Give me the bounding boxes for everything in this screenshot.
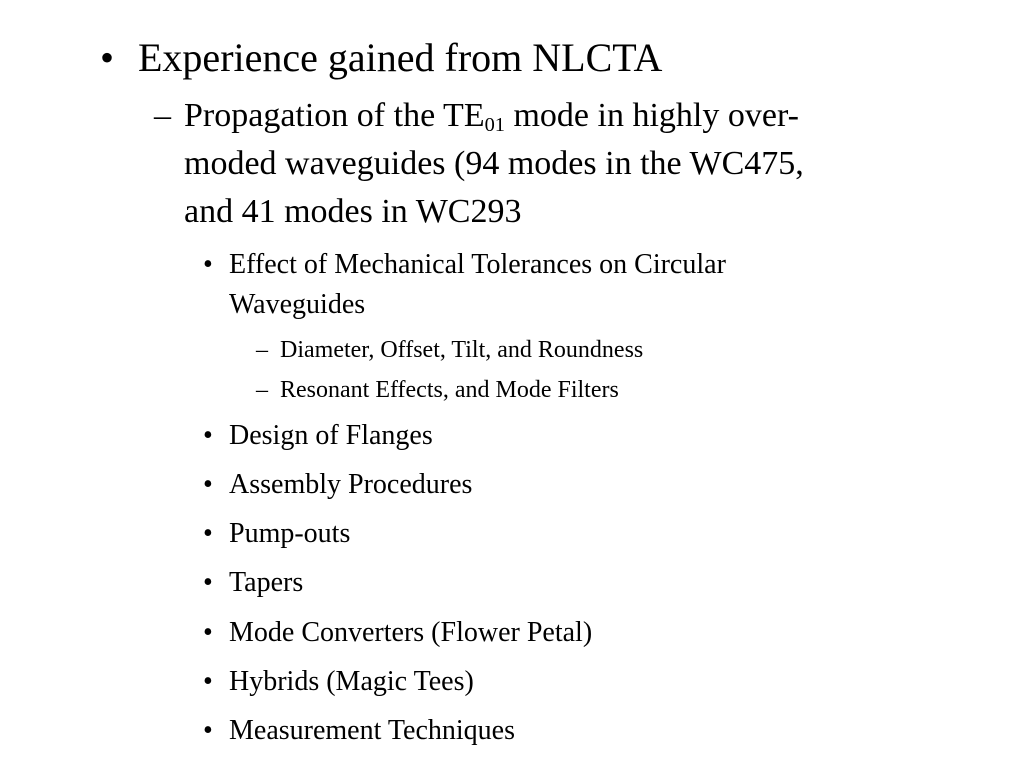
level2-subscript: 01 xyxy=(484,114,505,137)
level2-dash: – xyxy=(154,97,171,134)
level3-bullet: • xyxy=(203,666,213,697)
level4-dash: – xyxy=(256,337,268,363)
level3-item-assembly: Assembly Procedures xyxy=(229,469,473,500)
level3-item-flanges: Design of Flanges xyxy=(229,420,433,451)
level1-text: Experience gained from NLCTA xyxy=(138,35,663,80)
level3-item-pump-outs: Pump-outs xyxy=(229,518,351,549)
level3-bullet: • xyxy=(203,567,213,598)
level3-item-hybrids: Hybrids (Magic Tees) xyxy=(229,666,474,697)
level3-bullet: • xyxy=(203,249,213,280)
level2-text-before: Propagation of the TE xyxy=(184,97,485,134)
level4-item-resonant: Resonant Effects, and Mode Filters xyxy=(280,377,619,403)
level3-bullet: • xyxy=(203,469,213,500)
level3-bullet: • xyxy=(203,715,213,746)
level2-text-after: mode in highly over- xyxy=(504,97,799,134)
level3-bullet: • xyxy=(203,518,213,549)
level1-bullet: • xyxy=(100,35,115,80)
level3-item-mechanical-tolerances: Effect of Mechanical Tolerances on Circular xyxy=(229,249,726,280)
level4-item-diameter: Diameter, Offset, Tilt, and Roundness xyxy=(280,337,644,363)
level2-line3: and 41 modes in WC293 xyxy=(184,193,522,230)
level3-item-tapers: Tapers xyxy=(229,567,304,598)
level4-dash: – xyxy=(256,377,268,403)
level2-line1 xyxy=(184,97,799,137)
level3-bullet: • xyxy=(203,420,213,451)
level3-item-mode-converters: Mode Converters (Flower Petal) xyxy=(229,617,593,648)
level3-item-measurement: Measurement Techniques xyxy=(229,715,515,746)
level2-line2: moded waveguides (94 modes in the WC475, xyxy=(184,145,804,182)
level3-bullet: • xyxy=(203,617,213,648)
level3-item-mechanical-tolerances-cont: Waveguides xyxy=(229,289,366,320)
